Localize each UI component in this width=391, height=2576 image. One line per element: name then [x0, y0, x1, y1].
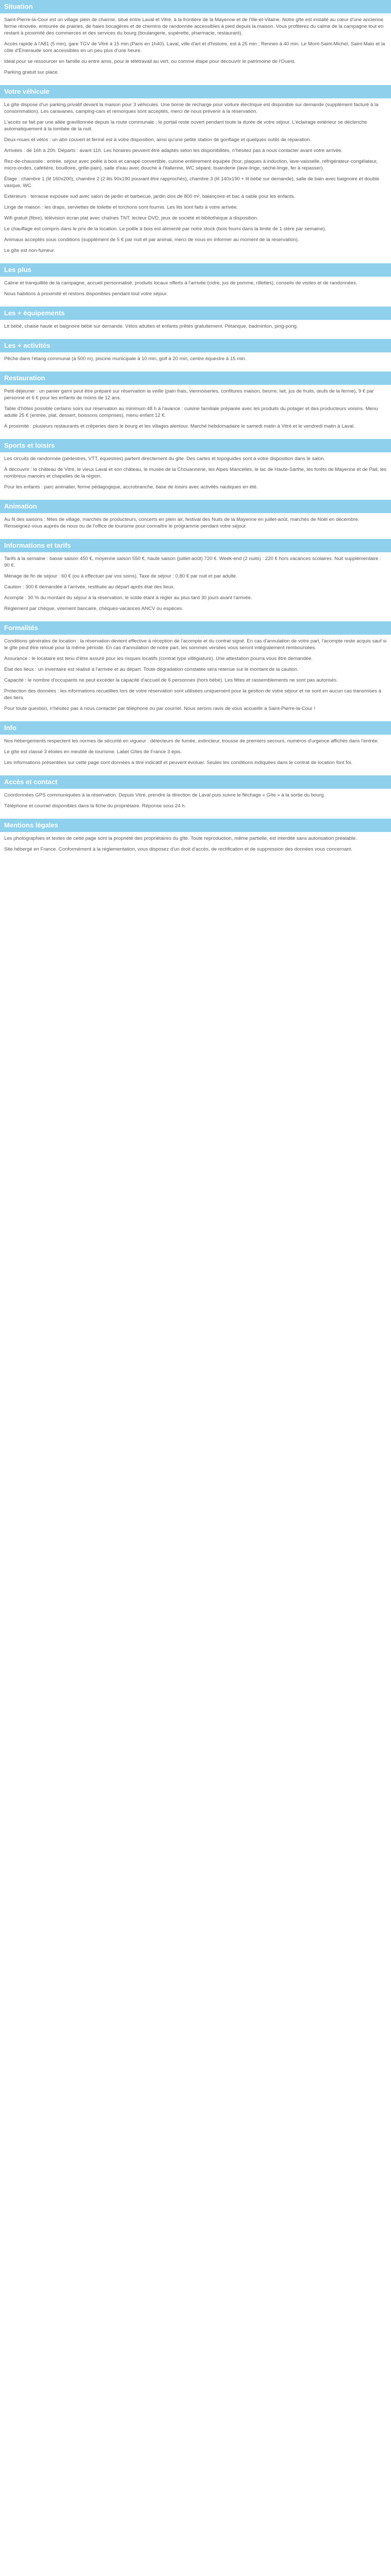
info-text: Nos hébergements respectent les normes de sécurité en vigueur : détecteurs de fumée, extincteur, trousse de premiers secours, numéros d'urgence affichés dans l'entrée.: [4, 738, 379, 744]
restauration-text: Petit-déjeuner : un panier garni peut être préparé sur réservation la veille (pain frais, viennoiseries, confitures maison, beurre, lait, jus de fruits, œufs de la ferme), 9 € par personne et 6 € pour les enfants de moins de 12 ans.: [4, 388, 374, 401]
contact-text: Téléphone et courriel disponibles dans la fiche du propriétaire. Réponse sous 24 h.: [4, 803, 186, 809]
equipment-text: Lit bébé, chaise haute et baignoire bébé sur demande. Vélos adultes et enfants prêtés gratuitement. Pétanque, badminton, ping-pong.: [4, 324, 298, 329]
section-title-equipment: Les + équipements: [0, 307, 391, 320]
section-activities: [0, 352, 391, 371]
restauration-text: Table d'hôtes possible certains soirs sur réservation au minimum 48 h à l'avance : cuisine familiale préparée avec les produits du potager et des producteurs voisins. Menu adulte 25 € (entrée, plat, dessert, boissons comprises), menu enfant 12 €.: [4, 406, 378, 418]
section-prices: [0, 552, 391, 621]
section-title-vehicle: Votre véhicule: [0, 85, 391, 98]
section-title-legal: Mentions légales: [0, 819, 391, 832]
vehicle-text: Linge de maison : les draps, serviettes de toilette et torchons sont fournis. Les lits sont faits à votre arrivée.: [4, 205, 238, 210]
formalities-text: Conditions générales de location : la réservation devient effective à réception de l'acompte et du contrat signé. En cas d'annulation de votre part, l'acompte reste acquis sauf si le gîte peut être reloué pour la même période. En cas d'annulation de notre part, les sommes versées vous seront intégralement remboursées.: [4, 638, 387, 651]
info-text: Le gîte est classé 3 étoiles en meublé de tourisme. Label Gîtes de France 3 épis.: [4, 749, 182, 755]
vehicle-text: Le gîte dispose d'un parking privatif devant la maison pour 3 véhicules. Une borne de recharge pour voiture électrique est disponible sur demande (supplément facturé à la consommation). Les caravanes, camping-cars et remorques sont acceptés, merci de nous prévenir à la réservation.: [4, 102, 379, 114]
vehicle-text: Le chauffage est compris dans le prix de la location. Le poêle à bois est alimenté par notre stock (bois fourni dans la limite de 1 stère par semaine).: [4, 226, 327, 232]
section-title-formalities: Formalités: [0, 621, 391, 635]
vehicle-text: L'accès se fait par une allée gravillonnée depuis la route communale ; le portail reste ouvert pendant toute la durée de votre séjour. L'éclairage extérieur se déclenche automatiquement à la tombée de la nuit.: [4, 120, 367, 132]
section-title-animation: Animation: [0, 500, 391, 513]
vehicle-text: Arrivées : de 16h à 20h. Départs : avant 11h. Les horaires peuvent être adaptés selon les disponibilités, n'hésitez pas à nous contacter avant votre arrivée.: [4, 148, 343, 154]
section-formalities: [0, 635, 391, 721]
section-title-situation: Situation: [0, 0, 391, 13]
formalities-text: Pour toute question, n'hésitez pas à nous contacter par téléphone ou par courriel. Nous serons ravis de vous accueillir à Saint-Pierre-la-Cour !: [4, 706, 315, 711]
situation-text: Accès rapide à l'A81 (5 min), gare TGV de Vitré à 15 min (Paris en 1h40). Laval, ville d'art et d'histoire, est à 25 min ; Rennes à 40 min. Le Mont-Saint-Michel, Saint-Malo et la côte d'Émeraude sont accessibles en un peu plus d'une heure.: [4, 41, 385, 54]
section-restauration: [0, 385, 391, 439]
prices-text: Règlement par chèque, virement bancaire, chèques-vacances ANCV ou espèces.: [4, 606, 184, 612]
sports-text: Pour les enfants : parc animalier, ferme pédagogique, accrobranche, base de loisirs avec activités nautiques en été.: [4, 484, 258, 490]
section-title-activities: Les + activités: [0, 339, 391, 352]
section-contact: [0, 789, 391, 819]
section-info: [0, 735, 391, 775]
section-sports: [0, 452, 391, 500]
section-title-contact: Accès et contact: [0, 775, 391, 789]
section-title-prices: Informations et tarifs: [0, 539, 391, 552]
contact-text: Coordonnées GPS communiquées à la réservation. Depuis Vitré, prendre la direction de Laval puis suivre le fléchage « Gîte » à la sortie du bourg.: [4, 792, 325, 798]
activities-text: Pêche dans l'étang communal (à 500 m), piscine municipale à 10 min, golf à 20 min, centre équestre à 15 min.: [4, 356, 247, 362]
legal-text: Site hébergé en France. Conformément à la réglementation, vous disposez d'un droit d'accès, de rectification et de suppression des données vous concernant.: [4, 846, 353, 852]
sports-text: À découvrir : le château de Vitré, le vieux Laval et son château, le musée de la Chouannerie, les Alpes Mancelles, le lac de Haute-Sarthe, les forêts de Mayenne et de Pail, les nombreux manoirs et chapelles de la région.: [4, 467, 387, 479]
situation-text: Idéal pour se ressourcer en famille ou entre amis, pour le télétravail au vert, ou comme étape pour découvrir le patrimoine de l'Ouest.: [4, 59, 296, 64]
vehicle-text: Animaux acceptés sous conditions (supplément de 5 € par nuit et par animal, merci de nous en informer au moment de la réservation).: [4, 237, 299, 243]
formalities-text: Assurance : le locataire est tenu d'être assuré pour les risques locatifs (contrat type villégiature). Une attestation pourra vous être demandée.: [4, 656, 313, 662]
restauration-text: À proximité : plusieurs restaurants et crêperies dans le bourg et les villages alentour. Marché hebdomadaire le samedi matin à Vitré et le vendredi matin à Laval.: [4, 423, 355, 429]
vehicle-text: Rez-de-chaussée : entrée, séjour avec poêle à bois et canapé convertible, cuisine entièrement équipée (four, plaques à induction, lave-vaisselle, réfrigérateur-congélateur, micro-ondes, cafetière, bouilloire, grille-pain), salle d'eau avec douche à l'italienne, WC séparé, buanderie (lave-linge, sèche-linge, fer à repasser).: [4, 159, 378, 171]
section-situation: [0, 13, 391, 85]
sports-text: Les circuits de randonnée (pédestres, VTT, équestres) partent directement du gîte. Des cartes et topoguides sont à votre disposition dans le salon.: [4, 456, 325, 462]
extras-text: Calme et tranquillité de la campagne, accueil personnalisé, produits locaux offerts à l'arrivée (cidre, jus de pomme, rillettes), conseils de visites et de randonnées.: [4, 280, 357, 286]
section-vehicle: [0, 98, 391, 263]
section-animation: [0, 513, 391, 539]
vehicle-text: Wifi gratuit (fibre), télévision écran plat avec chaînes TNT, lecteur DVD, jeux de société et bibliothèque à disposition.: [4, 215, 258, 221]
section-extras: [0, 277, 391, 307]
prices-text: Ménage de fin de séjour : 60 € (ou à effectuer par vos soins). Taxe de séjour : 0,80 € par nuit et par adulte.: [4, 573, 237, 579]
section-title-sports: Sports et loisirs: [0, 439, 391, 452]
vehicle-text: Le gîte est non-fumeur.: [4, 248, 55, 253]
legal-text: Les photographies et textes de cette page sont la propriété des propriétaires du gîte. Toute reproduction, même partielle, est interdite sans autorisation préalable.: [4, 836, 357, 841]
section-equipment: [0, 320, 391, 339]
prices-text: Tarifs à la semaine : basse saison 450 €, moyenne saison 550 €, haute saison (juillet-août) 720 €. Week-end (2 nuits) : 220 € hors vacances scolaires. Nuit supplémentaire : 90 €.: [4, 556, 381, 568]
section-title-restauration: Restauration: [0, 371, 391, 385]
info-text: Les informations présentées sur cette page sont données à titre indicatif et peuvent évoluer. Seules les conditions indiquées dans le contrat de location font foi.: [4, 760, 353, 766]
animation-text: Au fil des saisons : fêtes de village, marchés de producteurs, concerts en plein air, festival des Nuits de la Mayenne en juillet-août, marchés de Noël en décembre. Renseignez-vous auprès de nous ou de l'office de tourisme pour connaître le programme pendant votre séjour.: [4, 517, 360, 529]
vehicle-text: Deux-roues et vélos : un abri couvert et fermé est à votre disposition, ainsi qu'une petite station de gonflage et quelques outils de réparation.: [4, 137, 312, 143]
section-legal: [0, 832, 391, 862]
formalities-text: Capacité : le nombre d'occupants ne peut excéder la capacité d'accueil de 6 personnes (hors bébé). Les fêtes et rassemblements ne sont pas autorisés.: [4, 677, 338, 683]
situation-text: Saint-Pierre-la-Cour est un village plein de charme, situé entre Laval et Vitré, à la frontière de la Mayenne et de l'Ille-et-Vilaine. Notre gîte est installé au cœur d'une ancienne ferme rénovée, entourée de prairies, de haies bocagères et de chemins de randonnée accessibles à pied depuis la maison. Vous profiterez du calme de la campagne tout en restant à proximité des commerces et des services du bourg (boulangerie, supérette, pharmacie, restaurant).: [4, 17, 384, 36]
prices-text: Acompte : 30 % du montant du séjour à la réservation, le solde étant à régler au plus tard 30 jours avant l'arrivée.: [4, 595, 252, 601]
vehicle-text: Étage : chambre 1 (lit 160x200), chambre 2 (2 lits 90x190 pouvant être rapprochés), chambre 3 (lit 140x190 + lit bébé sur demande), salle de bain avec baignoire et double vasque, WC.: [4, 176, 380, 189]
prices-text: Caution : 300 € demandée à l'arrivée, restituée au départ après état des lieux.: [4, 584, 175, 590]
extras-text: Nous habitons à proximité et restons disponibles pendant tout votre séjour.: [4, 291, 168, 297]
vehicle-text: Extérieurs : terrasse exposée sud avec salon de jardin et barbecue, jardin clos de 800 m², balançoire et bac à sable pour les enfants.: [4, 194, 296, 199]
formalities-text: État des lieux : un inventaire est réalisé à l'arrivée et au départ. Toute dégradation constatée sera retenue sur le montant de la caution.: [4, 667, 299, 672]
section-title-extras: Les plus: [0, 263, 391, 277]
formalities-text: Protection des données : les informations recueillies lors de votre réservation sont utilisées uniquement pour la gestion de votre séjour et ne sont en aucun cas transmises à des tiers.: [4, 688, 382, 701]
section-title-info: Info: [0, 721, 391, 735]
situation-text: Parking gratuit sur place.: [4, 70, 59, 75]
